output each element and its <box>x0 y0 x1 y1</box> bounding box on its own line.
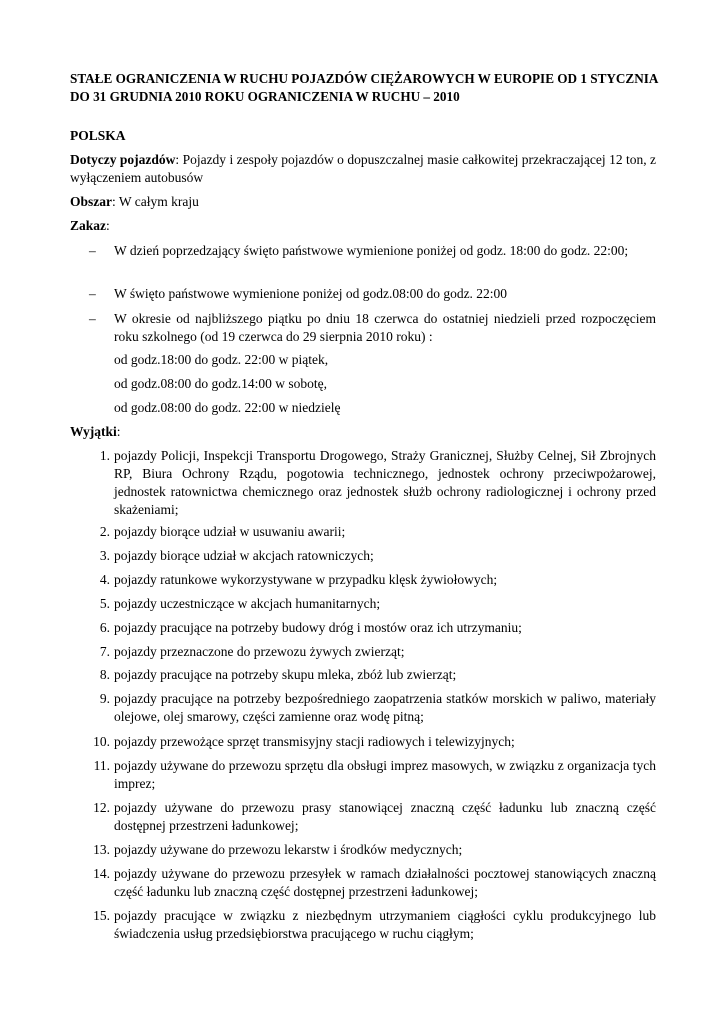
ban-item-text: W okresie od najbliższego piątku po dniu 18 czerwca do ostatniej niedzieli przed rozpoczęciem roku szkolnego (od 19 czerwca do 29 sierpnia 2010 roku) : <box>114 311 656 344</box>
exception-number: 10. <box>93 734 110 749</box>
exception-text: pojazdy pracujące w związku z niezbędnym utrzymaniem ciągłości cyklu produkcyjnego lub świadczenia usług przedsiębiorstwa pracującego w ruchu ciągłym; <box>114 908 656 941</box>
document-title: STAŁE OGRANICZENIA W RUCHU POJAZDÓW CIĘŻAROWYCH W EUROPIE OD 1 STYCZNIA DO 31 GRUDNIA 2010 ROKU OGRANICZENIA W RUCHU – 2010 <box>70 71 658 104</box>
exception-text: pojazdy pracujące na potrzeby skupu mleka, zbóż lub zwierząt; <box>114 667 457 682</box>
ban-time-line: od godz.08:00 do godz. 22:00 w niedzielę <box>114 400 341 415</box>
country-heading: POLSKA <box>70 128 126 143</box>
exception-number: 2. <box>99 524 110 539</box>
exception-number: 15. <box>93 908 110 923</box>
exception-text: pojazdy biorące udział w usuwaniu awarii; <box>114 524 346 539</box>
ban-time-line: od godz.08:00 do godz.14:00 w sobotę, <box>114 376 327 391</box>
exception-number: 6. <box>99 620 110 635</box>
ban-label: Zakaz <box>70 218 107 233</box>
exception-number: 3. <box>99 548 110 563</box>
dash-bullet: – <box>89 311 96 326</box>
exception-number: 7. <box>99 644 110 659</box>
exception-text: pojazdy używane do przewozu sprzętu dla obsługi imprez masowych, w związku z organizacja tych imprez; <box>114 758 656 791</box>
exceptions-heading <box>70 423 656 441</box>
exception-number: 4. <box>99 572 110 587</box>
ban-item-text: W dzień poprzedzający święto państwowe wymienione poniżej od godz. 18:00 do godz. 22:00; <box>114 243 629 258</box>
vehicles-label: Dotyczy pojazdów <box>70 152 176 167</box>
exception-text: pojazdy używane do przewozu przesyłek w ramach działalności pocztowej stanowiących znaczną część ładunku lub znaczną część dostępnej przestrzeni ładunkowej; <box>114 866 656 899</box>
dash-bullet: – <box>89 286 96 301</box>
exceptions-colon: : <box>116 424 121 439</box>
exception-text: pojazdy Policji, Inspekcji Transportu Drogowego, Straży Granicznej, Służby Celnej, Sił Zbrojnych RP, Biura Ochrony Rządu, pogotowia technicznego, jednostek ochrony przeciwpożarowej, jednostek ratownictwa chemicznego oraz jednostek służb ochrony radiologicznej i ochrony przed skażeniami; <box>114 448 656 517</box>
vehicles-paragraph <box>70 151 656 187</box>
exception-text: pojazdy biorące udział w akcjach ratowniczych; <box>114 548 374 563</box>
exception-text: pojazdy pracujące na potrzeby budowy dróg i mostów oraz ich utrzymaniu; <box>114 620 522 635</box>
vehicles-text: : Pojazdy i zespoły pojazdów o dopuszczalnej masie całkowitej przekraczającej 12 ton, z wyłączeniem autobusów <box>70 152 657 185</box>
exceptions-label: Wyjątki <box>70 424 117 439</box>
exception-text: pojazdy przeznaczone do przewozu żywych zwierząt; <box>114 644 405 659</box>
ban-colon: : <box>106 218 110 233</box>
exception-text: pojazdy ratunkowe wykorzystywane w przypadku klęsk żywiołowych; <box>114 572 498 587</box>
ban-heading <box>70 217 656 235</box>
exception-number: 9. <box>99 691 110 706</box>
exception-text: pojazdy przewożące sprzęt transmisyjny stacji radiowych i telewizyjnych; <box>114 734 515 749</box>
exception-number: 13. <box>93 842 110 857</box>
exception-number: 14. <box>93 866 110 881</box>
ban-item-text: W święto państwowe wymienione poniżej od godz.08:00 do godz. 22:00 <box>114 286 508 301</box>
exception-number: 12. <box>93 800 110 815</box>
exception-number: 8. <box>99 667 110 682</box>
ban-time-line: od godz.18:00 do godz. 22:00 w piątek, <box>114 352 329 367</box>
exception-text: pojazdy pracujące na potrzeby bezpośredniego zaopatrzenia statków morskich w paliwo, materiały olejowe, olej smarowy, części zamienne oraz wodę pitną; <box>114 691 656 724</box>
exception-number: 11. <box>93 758 110 773</box>
area-label: Obszar <box>70 194 112 209</box>
exception-number: 1. <box>99 448 110 463</box>
dash-bullet: – <box>89 243 96 258</box>
area-text: : W całym kraju <box>112 194 199 209</box>
exception-text: pojazdy używane do przewozu lekarstw i środków medycznych; <box>114 842 463 857</box>
exception-text: pojazdy uczestniczące w akcjach humanitarnych; <box>114 596 381 611</box>
exception-text: pojazdy używane do przewozu prasy stanowiącej znaczną część ładunku lub znaczną część dostępnej przestrzeni ładunkowej; <box>114 800 656 833</box>
exception-number: 5. <box>99 596 110 611</box>
area-paragraph <box>70 193 656 211</box>
